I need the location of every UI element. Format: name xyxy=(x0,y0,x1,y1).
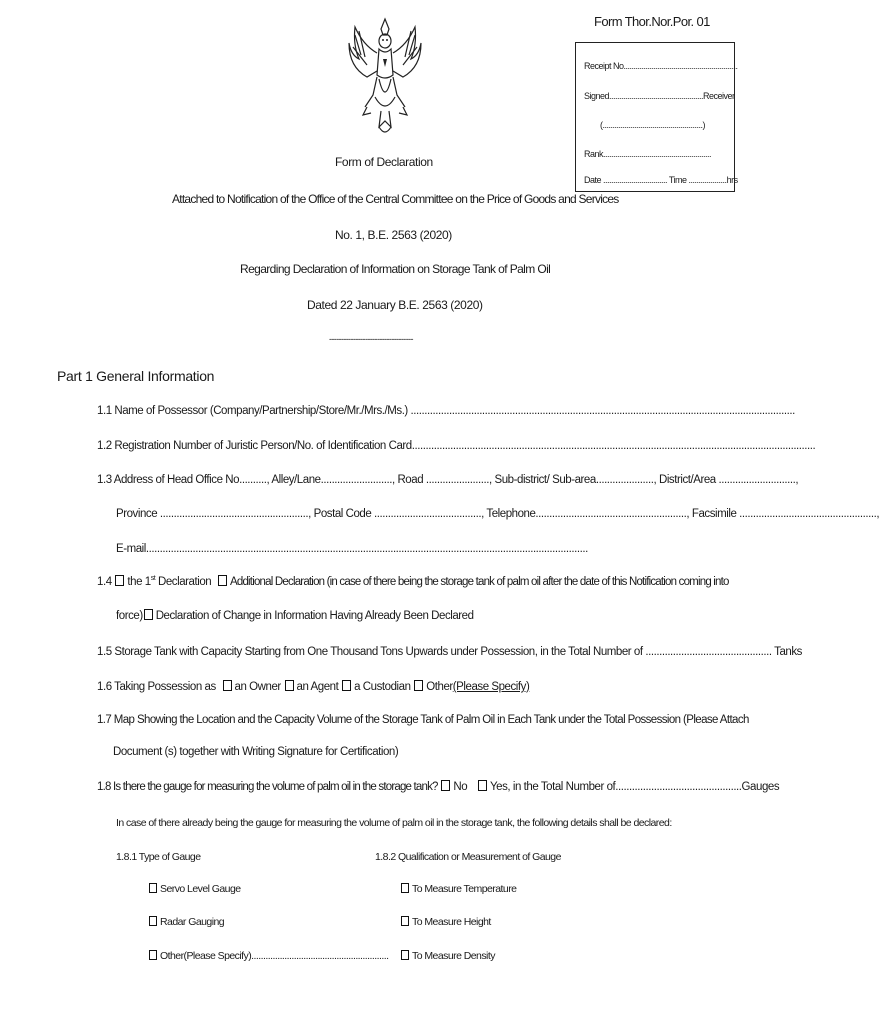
radar-gauging-checkbox[interactable] xyxy=(149,916,157,926)
notification-regarding: Regarding Declaration of Information on Storage Tank of Palm Oil xyxy=(240,262,551,276)
header-separator: ----------------------------------- xyxy=(329,334,413,344)
date-time-field[interactable] xyxy=(584,175,738,185)
date-field[interactable]: Date ................................ xyxy=(584,175,668,185)
qual-density xyxy=(400,950,495,962)
measure-temperature-checkbox[interactable] xyxy=(401,883,409,893)
other-possession-checkbox[interactable] xyxy=(414,680,423,691)
gauge-type-servo xyxy=(148,883,241,895)
measure-temperature-label: To Measure Temperature xyxy=(412,883,517,895)
measure-height-label: To Measure Height xyxy=(412,916,491,928)
item-1-7-map-line1: 1.7 Map Showing the Location and the Capacity Volume of the Storage Tank of Palm Oil in Each Tank under the Total Possession (Please Attach xyxy=(97,714,749,726)
notification-dated: Dated 22 January B.E. 2563 (2020) xyxy=(307,298,483,312)
radar-gauging-label: Radar Gauging xyxy=(160,916,225,928)
servo-level-gauge-label: Servo Level Gauge xyxy=(160,883,241,895)
agent-label: an Agent xyxy=(296,681,339,693)
change-declaration-label: Declaration of Change in Information Having Already Been Declared xyxy=(155,610,474,622)
owner-checkbox[interactable] xyxy=(223,680,232,691)
item-1-8-note: In case of there already being the gauge for measuring the volume of palm oil in the storage tank, the following details shall be declared: xyxy=(116,817,672,829)
form-code: Form Thor.Nor.Por. 01 xyxy=(594,14,710,29)
first-declaration-label: the 1st Declaration xyxy=(127,575,212,588)
notification-attached: Attached to Notification of the Office of the Central Committee on the Price of Goods and Services xyxy=(172,192,619,206)
receiver-name-field[interactable]: (..................................................) xyxy=(600,120,706,130)
qualification-heading: 1.8.2 Qualification or Measurement of Gauge xyxy=(375,851,561,863)
receipt-box xyxy=(575,42,738,192)
item-1-8-gauge-question: 1.8 Is there the gauge for measuring the volume of palm oil in the storage tank? No Yes, in the Total Number of..............................................Gauges xyxy=(97,781,780,793)
item-1-3-email[interactable]: E-mail................................................................................................................................................................. xyxy=(116,543,588,555)
item-1-1-possessor-name[interactable]: 1.1 Name of Possessor (Company/Partnership/Store/Mr./Mrs./Ms.) ............................................................................................................................................ xyxy=(97,405,795,417)
part1-heading: Part 1 General Information xyxy=(57,368,215,384)
additional-declaration-checkbox[interactable] xyxy=(218,575,227,586)
qual-height xyxy=(400,916,491,928)
rank-field[interactable]: Rank...................................................... xyxy=(584,149,712,159)
item-1-5-storage-tank-count[interactable]: 1.5 Storage Tank with Capacity Starting from One Thousand Tons Upwards under Possession, in the Total Number of .............................................. Tanks xyxy=(97,646,802,658)
item-1-3-address-line1[interactable]: 1.3 Address of Head Office No.........., Alley/Lane.........................., Road ......................., Sub-district/ Sub-area....................., District/Area ............................, xyxy=(97,474,799,486)
other-gauge-checkbox[interactable] xyxy=(149,950,157,960)
other-gauge-specify-field[interactable]: Other(Please Specify).......................................................... xyxy=(160,950,389,962)
other-possession-label: Other xyxy=(426,681,453,693)
servo-level-gauge-checkbox[interactable] xyxy=(149,883,157,893)
please-specify-field[interactable]: (Please Specify) xyxy=(452,681,530,693)
qual-temperature xyxy=(400,883,516,895)
signed-receiver-field[interactable]: Signed...............................................Receiver xyxy=(584,91,735,101)
gauge-type-radar xyxy=(148,916,224,928)
receipt-no-field[interactable]: Receipt No......................................................... xyxy=(584,61,738,71)
garuda-emblem-logo xyxy=(345,15,425,145)
item-1-3-address-line2[interactable]: Province ......................................................, Postal Code ......................................., Telephone......................................................., Facsimile .................................................., xyxy=(116,508,879,520)
measure-density-checkbox[interactable] xyxy=(401,950,409,960)
first-declaration-checkbox[interactable] xyxy=(115,575,124,586)
time-field[interactable]: Time ................... xyxy=(668,175,727,185)
type-of-gauge-heading: 1.8.1 Type of Gauge xyxy=(116,851,201,863)
gauge-no-checkbox[interactable] xyxy=(441,780,450,791)
item-1-2-registration-number[interactable]: 1.2 Registration Number of Juristic Person/No. of Identification Card................................................................................................................................................... xyxy=(97,440,816,452)
gauge-yes-count-field[interactable]: Yes, in the Total Number of..............................................Gauges xyxy=(489,781,780,793)
additional-declaration-label: Additional Declaration (in case of there being the storage tank of palm oil after the date of this Notification coming into xyxy=(229,576,729,588)
item-1-4-line2: force) Declaration of Change in Information Having Already Been Declared xyxy=(116,610,474,622)
custodian-checkbox[interactable] xyxy=(342,680,351,691)
hrs-label: hrs xyxy=(726,175,738,185)
custodian-label: a Custodian xyxy=(354,681,411,693)
measure-height-checkbox[interactable] xyxy=(401,916,409,926)
measure-density-label: To Measure Density xyxy=(412,950,495,962)
gauge-type-other xyxy=(148,950,388,962)
item-1-4-line1 xyxy=(97,575,729,588)
item-1-4-number: 1.4 xyxy=(97,576,112,588)
gauge-no-label: No xyxy=(453,781,468,793)
gauge-yes-checkbox[interactable] xyxy=(478,780,487,791)
item-1-6-possession: 1.6 Taking Possession as an Owner an Agent a Custodian Other(Please Specify) xyxy=(97,681,530,693)
form-title: Form of Declaration xyxy=(335,155,433,169)
owner-label: an Owner xyxy=(234,681,281,693)
change-declaration-checkbox[interactable] xyxy=(144,609,153,620)
agent-checkbox[interactable] xyxy=(285,680,294,691)
item-1-7-map-line2: Document (s) together with Writing Signature for Certification) xyxy=(113,746,399,758)
notification-number: No. 1, B.E. 2563 (2020) xyxy=(335,228,452,242)
